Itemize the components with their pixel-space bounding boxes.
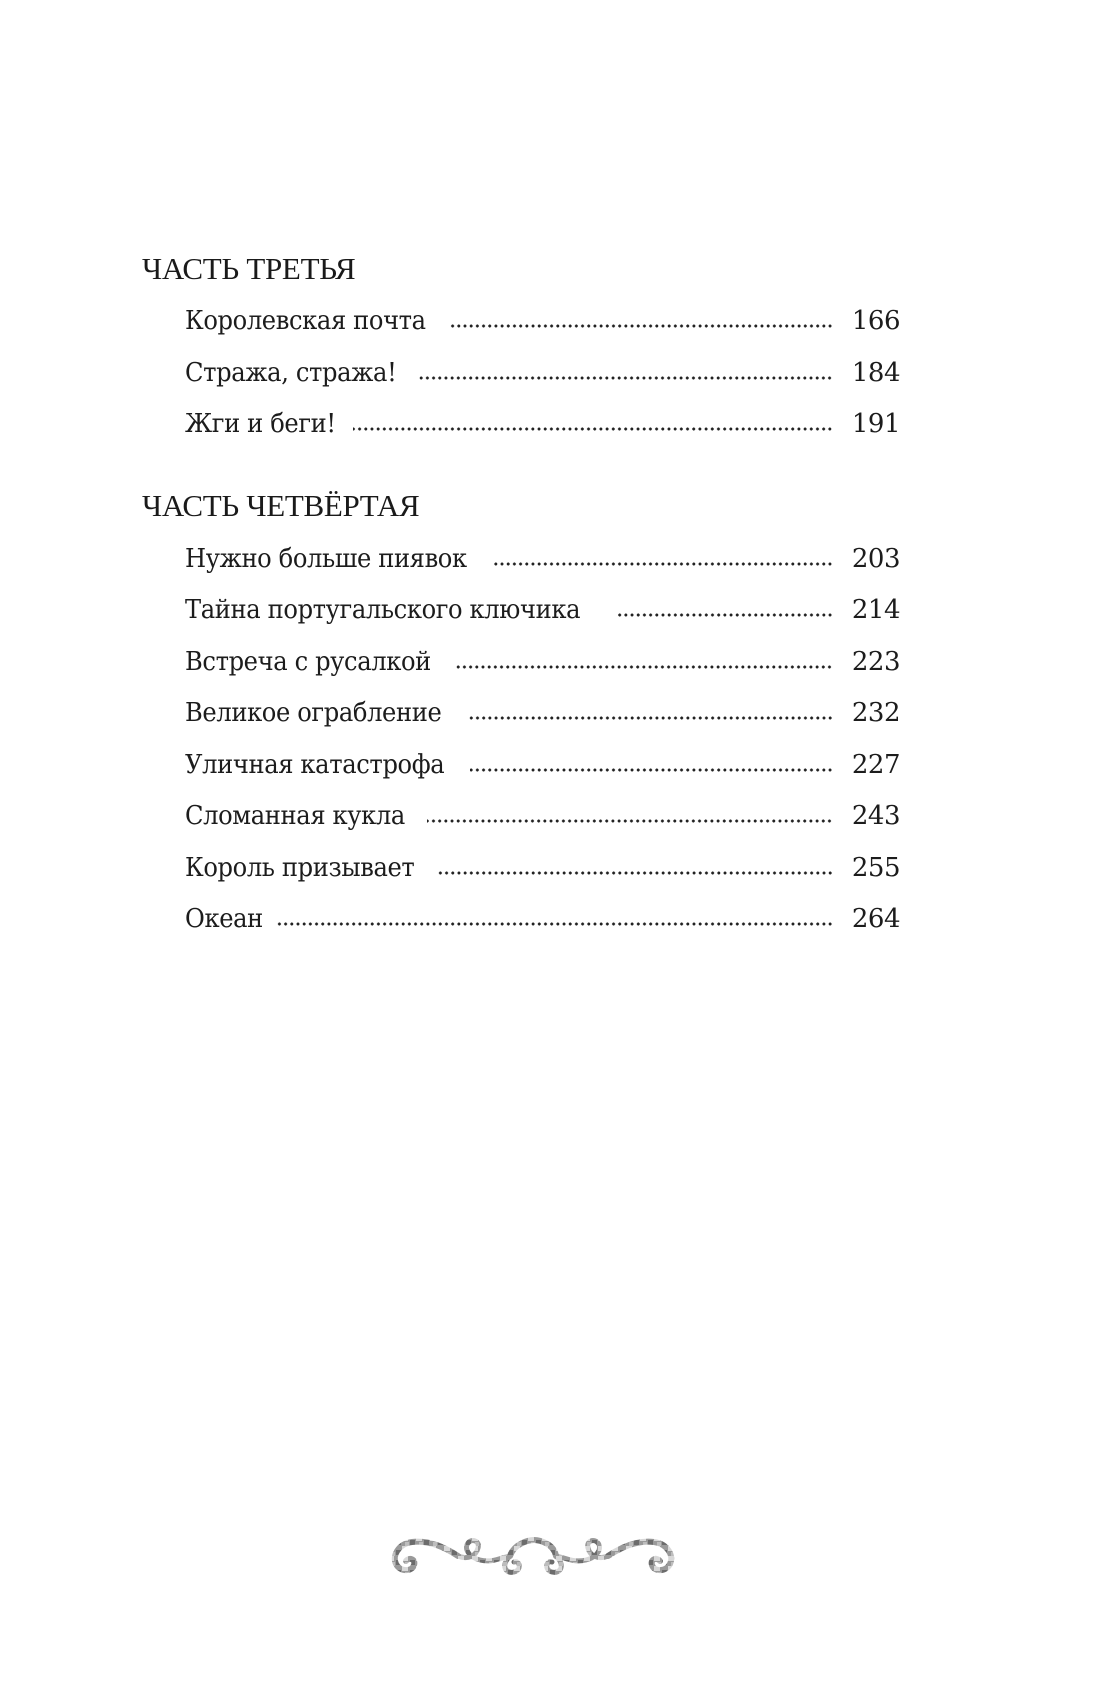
dot-leader <box>494 562 833 566</box>
toc-entry[interactable] <box>185 903 900 935</box>
entry-title: Королевская почта <box>185 306 426 336</box>
dot-leader <box>427 819 833 823</box>
entry-title: Стража, стража! <box>185 358 397 388</box>
toc-entry[interactable] <box>185 800 900 832</box>
toc-entry[interactable] <box>185 594 900 626</box>
part-heading-4: ЧАСТЬ ЧЕТВЁРТАЯ <box>142 488 420 523</box>
entry-title: Сломанная кукла <box>185 801 405 831</box>
entry-page-number: 214 <box>851 595 900 625</box>
entry-title: Нужно больше пиявок <box>185 544 467 574</box>
toc-entry[interactable] <box>185 357 900 389</box>
dot-leader <box>470 768 833 772</box>
entry-title: Король призывает <box>185 853 415 883</box>
toc-entry[interactable] <box>185 852 900 884</box>
toc-entry[interactable] <box>185 646 900 678</box>
dot-leader <box>353 427 833 431</box>
toc-entry[interactable] <box>185 749 900 781</box>
entry-page-number: 243 <box>851 801 900 831</box>
entry-title: Великое ограбление <box>185 698 442 728</box>
entry-page-number: 166 <box>851 306 900 336</box>
dot-leader <box>418 376 833 380</box>
entry-page-number: 203 <box>851 544 900 574</box>
toc-entry[interactable] <box>185 697 900 729</box>
entry-page-number: 223 <box>851 647 900 677</box>
dot-leader <box>450 324 833 328</box>
entry-page-number: 191 <box>851 409 900 439</box>
dot-leader <box>616 613 833 617</box>
entry-page-number: 227 <box>851 750 900 780</box>
entry-page-number: 255 <box>851 853 900 883</box>
part-heading-3: ЧАСТЬ ТРЕТЬЯ <box>142 251 356 286</box>
entry-title: Океан <box>185 904 263 934</box>
dot-leader <box>467 716 833 720</box>
decorative-flourish-icon <box>388 1526 678 1578</box>
dot-leader <box>438 871 833 875</box>
dot-leader <box>455 665 833 669</box>
dot-leader <box>275 922 833 926</box>
entry-title: Встреча с русалкой <box>185 647 431 677</box>
entry-title: Тайна португальского ключика <box>185 595 581 625</box>
toc-entry[interactable] <box>185 305 900 337</box>
toc-entry[interactable] <box>185 408 900 440</box>
entry-page-number: 264 <box>851 904 900 934</box>
toc-entry[interactable] <box>185 543 900 575</box>
entry-title: Уличная катастрофа <box>185 750 445 780</box>
entry-page-number: 232 <box>851 698 900 728</box>
entry-page-number: 184 <box>851 358 900 388</box>
entry-title: Жги и беги! <box>185 409 336 439</box>
